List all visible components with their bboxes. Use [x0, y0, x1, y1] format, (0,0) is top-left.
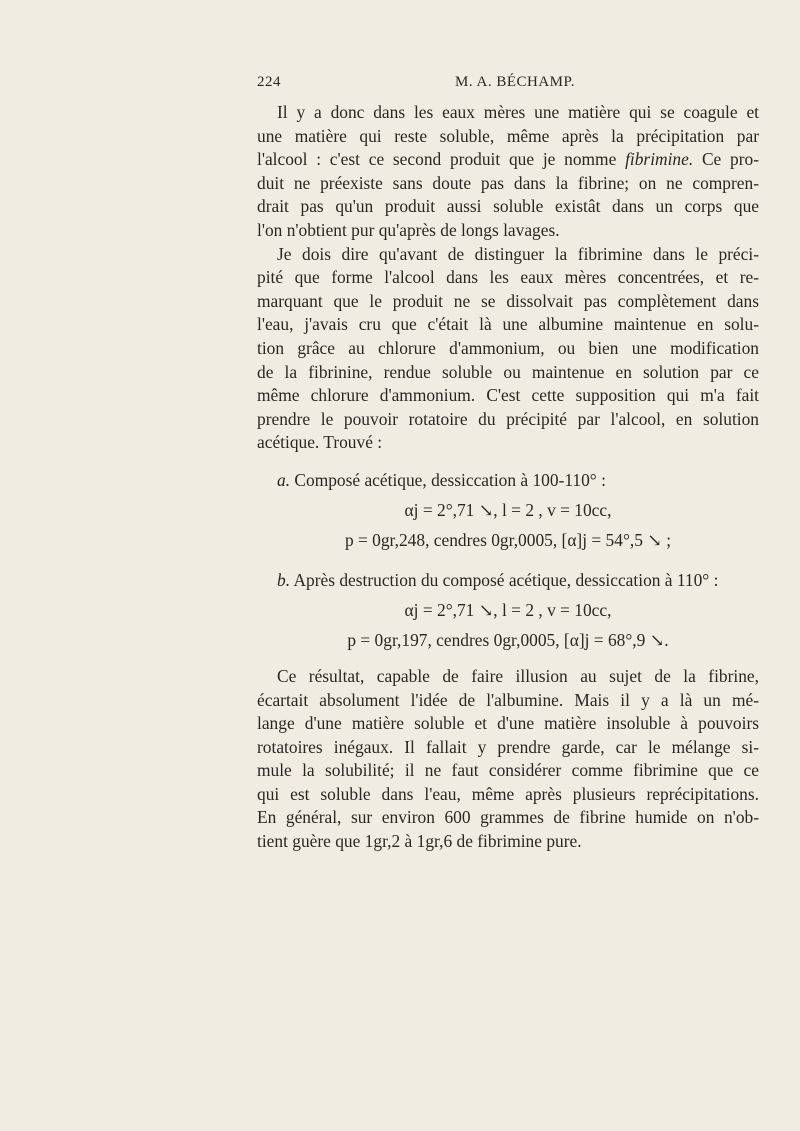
text-line: Ce résultat, capable de faire illusion au sujet de la fibrine, [277, 665, 759, 686]
text-line: l'on n'obtient pur qu'après de longs lavages. [257, 219, 560, 240]
text-line: écartait absolument l'idée de l'albumine. Mais il y a là un mé- [257, 689, 759, 710]
body-text [257, 101, 759, 854]
text-line [257, 148, 759, 172]
text-line: duit ne préexiste sans doute pas dans la fibrine; on ne compren- [257, 172, 759, 193]
measurement-title: Après destruction du composé acétique, dessiccation à 110° : [293, 569, 719, 590]
measurement-letter: b. [277, 569, 291, 590]
text-line: l'eau, j'avais cru que c'était là une albumine maintenue en solu- [257, 314, 759, 335]
formula-a-2: p = 0gr,248, cendres 0gr,0005, [α]j = 54°,5 ↘ ; [344, 529, 672, 550]
text-line: Il y a donc dans les eaux mères une matière qui se coagule et [277, 102, 759, 122]
text-line: acétique. Trouvé : [257, 432, 383, 453]
text-line: de la fibrinine, rendue soluble ou maintenue en solution par ce [257, 361, 759, 382]
text-line: rotatoires inégaux. Il fallait y prendre garde, car le mélange si- [257, 736, 759, 757]
text-line: Je dois dire qu'avant de distinguer la fibrimine dans le préci- [277, 243, 759, 264]
text-line: drait pas qu'un produit aussi soluble existât dans un corps que [257, 196, 759, 217]
running-head: M. A. BÉCHAMP. [455, 74, 575, 90]
text-line: tion grâce au chlorure d'ammonium, ou bien une modification [257, 337, 759, 358]
text-line: mule la solubilité; il ne faut considérer comme fibrimine que ce [257, 760, 759, 781]
formula-b-2: p = 0gr,197, cendres 0gr,0005, [α]j = 68°,9 ↘. [347, 629, 669, 650]
text-fragment: Ce pro- [701, 149, 759, 170]
text-line: lange d'une matière soluble et d'une matière insoluble à pouvoirs [257, 713, 759, 734]
formula-a-1: αj = 2°,71 ↘, l = 2 , v = 10cc, [404, 499, 612, 520]
page-number: 224 [257, 74, 281, 90]
formula-b-1: αj = 2°,71 ↘, l = 2 , v = 10cc, [404, 599, 612, 620]
text-line: une matière qui reste soluble, même après la précipitation par [257, 125, 759, 146]
text-line: prendre le pouvoir rotatoire du précipité par l'alcool, en solution [257, 408, 759, 429]
text-line: tient guère que 1gr,2 à 1gr,6 de fibrimine pure. [257, 831, 582, 852]
measurement-b-heading [257, 565, 759, 595]
text-line: marquant que le produit ne se dissolvait pas complètement dans [257, 290, 759, 311]
text-line: qui est soluble dans l'eau, même après plusieurs reprécipitations. [257, 783, 759, 804]
measurement-title: Composé acétique, dessiccation à 100-110° : [294, 469, 606, 490]
term-fibrimine: fibrimine. [625, 149, 694, 170]
text-line: pité que forme l'alcool dans les eaux mères concentrées, et re- [257, 267, 759, 288]
text-line: En général, sur environ 600 grammes de fibrine humide on n'ob- [257, 807, 759, 828]
measurement-a-heading [257, 465, 759, 495]
page-header [257, 74, 757, 98]
text-fragment: l'alcool : c'est ce second produit que je nomme [257, 149, 617, 170]
text-line: même chlorure d'ammonium. C'est cette supposition qui m'a fait [257, 385, 759, 406]
measurement-letter: a. [277, 469, 291, 490]
